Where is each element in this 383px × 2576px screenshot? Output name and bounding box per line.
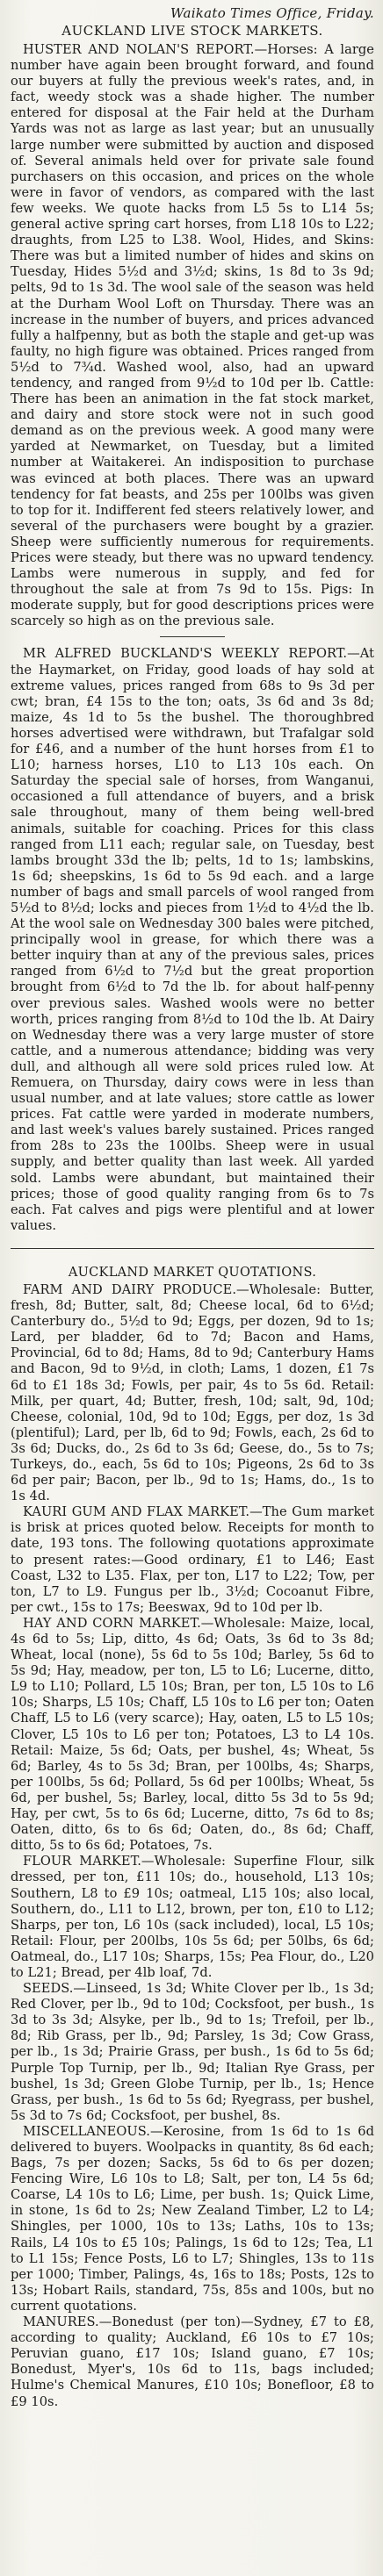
section-title-livestock: AUCKLAND LIVE STOCK MARKETS. [61, 23, 323, 39]
section-divider [11, 1248, 374, 1249]
section-title-quotations: AUCKLAND MARKET QUOTATIONS. [68, 1265, 317, 1280]
report-huster-nolan: HUSTER AND NOLAN'S REPORT.—Horses: A large number have again been brought forward, and found our buyers at fully the previous week's rates, and, in fact, weedy stock was a shade higher. The number entered for disposal at the Fair held at the Durham Yards was not as large as last year; but an unusually large number were submitted by auction and disposed of. Several animals held over for private sale found purchasers on this occasion, and prices on the whole were in favor of vendors, as compared with the last few weeks. We quote hacks from L5 5s to L14 5s; general active spring cart horses, from L18 10s to L22; draughts, from L25 to L38. Wool, Hides, and Skins: There was but a limited number of hides and skins on Tuesday, Hides 5½d and 3½d; skins, 1s 8d to 3s 9d; pelts, 9d to 1s 3d. The wool sale of the season was held at the Durham Wool Loft on Thursday. There was an increase in the number of buyers, and prices advanced fully a halfpenny, but as both the staple and get-up was faulty, no high figure was obtained. Prices ranged from 5½d to 7¾d. Washed wool, also, had an upward tendency, and ranged from 9½d to 10d per lb. Cattle: There has been an animation in the fat stock market, and dairy and store stock were not in such good demand as on the previous week. A good many were yarded at Newmarket, on Tuesday, but a limited number at Waitakerei. An indisposition to purchase was evinced at both places. There was an upward tendency for fat beasts, and 25s per 100lbs was given to top for it. Indifferent fed steers relatively lower, and several of the purchasers were bought by a grazier. Sheep were sufficiently numerous for requirements. Prices were steady, but there was no upward tendency. Lambs were numerous in supply, and fed for throughout the sale at from 7s 9d to 15s. Pigs: In moderate supply, but for good descriptions prices were scarcely so high as on the previous sale. [11, 42, 374, 629]
quote-kauri-gum-flax: KAURI GUM AND FLAX MARKET.—The Gum market is brisk at prices quoted below. Receipts for month to date, 193 tons. The following quotations approximate to present rates:—Good ordinary, £1 to L46; East Coast, L32 to L35. Flax, per ton, L17 to L22; Tow, per ton, L7 to L9. Fungus per lb., 3½d; Cocoanut Fibre, per cwt., 15s to 17s; Beeswax, 9d to 10d per lb. [11, 1504, 374, 1615]
report-alfred-buckland: MR ALFRED BUCKLAND'S WEEKLY REPORT.—At the Haymarket, on Friday, good loads of hay sold at extreme values, prices ranged from 68s to 9s 3d per cwt; bran, £4 15s to the ton; oats, 3s 6d and 3s 8d; maize, 4s 1d to 5s the bushel. The thoroughbred horses advertised were withdrawn, but Trafalgar sold for £46, and a number of the hunt horses from £1 to L10; harness horses, L10 to L13 10s each. On Saturday the special sale of horses, from Wanganui, occasioned a full attendance of buyers, and a brisk sale throughout, many of them being well-bred animals, suitable for coaching. Prices for this class ranged from L11 each; regular sale, on Tuesday, best lambs brought 33d the lb; pelts, 1d to 1s; lambskins, 1s 6d; sheepskins, 1s 6d to 5s 9d each. and a large number of bags and small parcels of wool ranged from 5½d to 8½d; locks and pieces from 1½d to 4½d the lb. At the wool sale on Wednesday 300 bales were pitched, principally wool in grease, for which there was a better inquiry than at any of the previous sales, prices ranged from 6½d to 7½d but the great proportion brought from 6½d to 7d the lb. for about half-penny over previous sales. Washed wools were no better worth, prices ranging from 8½d to 10d the lb. At Dairy on Wednesday there was a very large muster of store cattle, and a numerous attendance; bidding was very dull, and although all were sold prices ruled low. At Remuera, on Thursday, dairy cows were in less than usual number, and at late values; store cattle as lower prices. Fat cattle were yarded in moderate numbers, and last week's values barely sustained. Prices ranged from 28s to 23s the 100lbs. Sheep were in usual supply, and better quality than last week. All yarded sold. Lambs were abundant, but maintained their prices; those of good quality ranging from 6s to 7s each. Fat calves and pigs were plentiful and at lower values. [11, 646, 374, 1233]
quote-manures: MANURES.—Bonedust (per ton)—Sydney, £7 to £8, according to quality; Auckland, £6 10s to £7 10s; Peruvian guano, £17 10s; Island guano, £7 10s; Bonedust, Myer's, 10s 6d to 11s, bags included; Hulme's Chemical Manures, £10 10s; Bonefloor, £8 to £9 10s. [11, 2314, 374, 2409]
quote-miscellaneous: MISCELLANEOUS.—Kerosine, from 1s 6d to 1s 6d delivered to buyers. Woolpacks in quantity, 8s 6d each; Bags, 7s per dozen; Sacks, 5s 6d to 6s per dozen; Fencing Wire, L6 10s to L8; Salt, per ton, L4 5s 6d; Coarse, L4 10s to L6; Lime, per bush. 1s; Quick Lime, in stone, 1s 6d to 2s; New Zealand Timber, L2 to L4; Shingles, per 1000, 10s to 13s; Laths, 10s to 13s; Rails, L4 10s to £5 10s; Palings, 1s 6d to 12s; Tea, L1 to L1 15s; Fence Posts, L6 to L7; Shingles, 13s to 11s per 1000; Timber, Palings, 4s, 16s to 18s; Posts, 12s to 13s; Hobart Rails, standard, 75s, 85s and 100s, but no current quotations. [11, 2123, 374, 2314]
divider-short [160, 636, 226, 637]
quote-farm-dairy: FARM AND DAIRY PRODUCE.—Wholesale: Butter, fresh, 8d; Butter, salt, 8d; Cheese local, 6d to 6½d; Canterbury do., 5½d to 9d; Eggs, per dozen, 9d to 1s; Lard, per bladder, 6d to 7d; Bacon and Hams, Provincial, 6d to 8d; Hams, 8d to 9d; Canterbury Hams and Bacon, 9d to 9½d, in cloth; Lams, 1 dozen, £1 7s 6d to £1 18s 3d; Fowls, per pair, 4s to 5s 6d. Retail: Milk, per quart, 4d; Butter, fresh, 10d; salt, 9d, 10d; Cheese, colonial, 10d, 9d to 10d; Eggs, per doz, 1s 3d (plentiful); Lard, per lb, 6d to 9d; Fowls, each, 2s 6d to 3s 6d; Ducks, do., 2s 6d to 3s 6d; Geese, do., 5s to 7s; Turkeys, do., each, 5s 6d to 10s; Pigeons, 2s 6d to 3s 6d per pair; Bacon, per lb., 9d to 1s; Hams, do., 1s to 1s 4d. [11, 1281, 374, 1504]
masthead-dateline: Waikato Times Office, Friday. [170, 5, 374, 21]
quote-seeds: SEEDS.—Linseed, 1s 3d; White Clover per lb., 1s 3d; Red Clover, per lb., 9d to 10d; Cocksfoot, per bush., 1s 3d to 3s 3d; Alsyke, per lb., 9d to 1s; Trefoil, per lb., 8d; Rib Grass, per lb., 9d; Parsley, 1s 3d; Cow Grass, per lb., 1s 3d; Prairie Grass, per bush., 1s 6d to 5s 6d; Purple Top Turnip, per lb., 9d; Italian Rye Grass, per bushel, 1s 3d; Green Globe Turnip, per lb., 1s; Hence Grass, per bush., 1s 6d to 5s 6d; Ryegrass, per bushel, 5s 3d to 7s 6d; Cocksfoot, per bushel, 8s. [11, 1981, 374, 2123]
quote-hay-corn: HAY AND CORN MARKET.—Wholesale: Maize, local, 4s 6d to 5s; Lip, ditto, 4s 6d; Oats, 3s 6d to 3s 8d; Wheat, local (none), 5s 6d to 5s 10d; Barley, 5s 6d to 5s 9d; Hay, meadow, per ton, L5 to L6; Lucerne, ditto, L9 to L10; Pollard, L5 10s; Bran, per ton, L5 10s to L6 10s; Sharps, L5 10s; Chaff, L5 10s to L6 per ton; Oaten Chaff, L5 to L6 (very scarce); Hay, oaten, L5 to L5 10s; Clover, L5 10s to L6 per ton; Potatoes, L3 to L4 10s. Retail: Maize, 5s 6d; Oats, per bushel, 4s; Wheat, 5s 6d; Barley, 4s to 5s 3d; Bran, per 100lbs, 4s; Sharps, per 100lbs, 5s 6d; Pollard, 5s 6d per 100lbs; Wheat, 5s 6d, per bushel, 5s; Barley, local, ditto 5s 3d to 5s 9d; Hay, per cwt, 5s to 6s 6d; Lucerne, ditto, 7s 6d to 8s; Oaten, ditto, 6s to 6s 6d; Oaten, do., 8s 6d; Chaff, ditto, 5s to 6s 6d; Potatoes, 7s. [11, 1615, 374, 1854]
quote-flour: FLOUR MARKET.—Wholesale: Superfine Flour, silk dressed, per ton, £11 10s; do., household, L13 10s; Southern, L8 to £9 10s; oatmeal, L15 10s; also local, Southern, do., L11 to L12, brown, per ton, £10 to L12; Sharps, per ton, L6 10s (sack included), local, L5 10s; Retail: Flour, per 200lbs, 10s 5s 6d; per 50lbs, 6s 6d; Oatmeal, do., L17 10s; Sharps, 15s; Pea Flour, do., L20 to L21; Bread, per 4lb loaf, 7d. [11, 1854, 374, 1980]
